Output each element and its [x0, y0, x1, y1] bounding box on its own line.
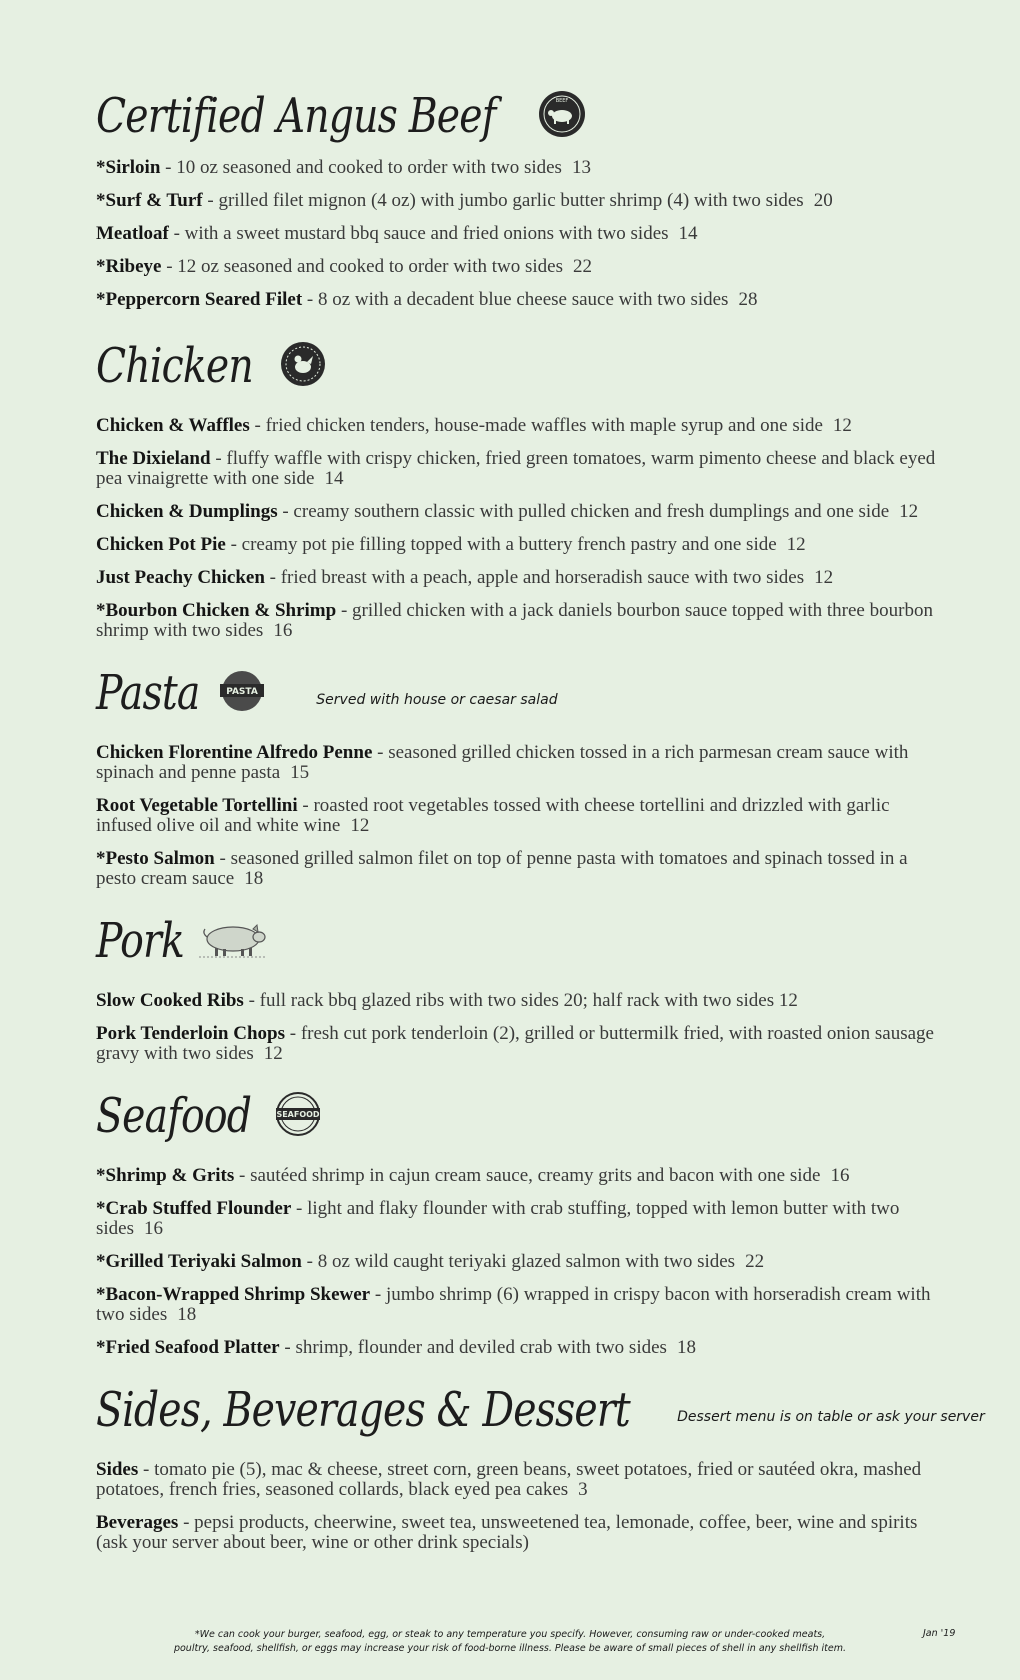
- section-title: Pork: [96, 913, 184, 969]
- section-title: Seafood: [96, 1088, 252, 1144]
- item-desc: - creamy pot pie filling topped with a buttery french pastry and one side: [225, 534, 777, 555]
- section-seafood: [96, 1080, 936, 1358]
- disclaimer-line: poultry, seafood, shellfish, or eggs may increase your risk of food-borne illness. Please be aware of small pieces of shell in any shellfish item.: [173, 1643, 847, 1654]
- section-note: Dessert menu is on table or ask your server: [677, 1409, 985, 1425]
- item-name: Chicken Pot Pie: [96, 534, 226, 555]
- menu-item: [96, 1285, 936, 1325]
- section-title: Certified Angus Beef: [96, 88, 496, 144]
- section-title: Sides, Beverages & Dessert: [96, 1382, 630, 1438]
- item-price: 18: [676, 1337, 696, 1358]
- menu-item: [96, 1338, 936, 1358]
- item-desc: - creamy southern classic with pulled chicken and fresh dumplings and one side: [277, 501, 890, 522]
- svg-text:BEEF: BEEF: [555, 97, 569, 104]
- item-price: 14: [324, 468, 344, 489]
- section-sides: [96, 1374, 985, 1553]
- menu-item: [96, 849, 936, 889]
- item-price: 12: [263, 1043, 283, 1064]
- item-desc: - grilled chicken with a jack daniels bourbon sauce topped with three bourbon shrimp with two sides: [96, 600, 933, 641]
- chicken-badge-icon: [279, 340, 327, 393]
- item-price: 3: [578, 1479, 588, 1500]
- item-name: Chicken & Waffles: [96, 415, 250, 436]
- item-price: 20: [813, 190, 833, 211]
- seafood-badge-icon: [273, 1091, 323, 1142]
- item-name: Meatloaf: [96, 223, 169, 244]
- menu-item: [96, 601, 936, 641]
- item-name: *Crab Stuffed Flounder: [96, 1198, 292, 1219]
- item-name: *Shrimp & Grits: [96, 1165, 235, 1186]
- item-desc: - with a sweet mustard bbq sauce and fried onions with two sides: [168, 223, 669, 244]
- menu-item: [96, 1513, 936, 1553]
- section-pork: [96, 905, 936, 1064]
- menu-item: [96, 1252, 936, 1272]
- item-desc: - tomato pie (5), mac & cheese, street corn, green beans, sweet potatoes, fried or sautéed okra, mashed potatoes, french fries, seasoned collards, black eyed pea cakes: [96, 1459, 922, 1500]
- item-name: Root Vegetable Tortellini: [96, 795, 298, 816]
- item-desc: - jumbo shrimp (6) wrapped in crispy bacon with horseradish cream with two sides: [96, 1284, 931, 1325]
- item-desc: - 8 oz with a decadent blue cheese sauce with two sides: [302, 289, 729, 310]
- section-chicken: [96, 330, 936, 641]
- item-name: Chicken Florentine Alfredo Penne: [96, 742, 373, 763]
- menu-item: [96, 191, 936, 211]
- menu-item: [96, 991, 936, 1011]
- item-desc: - fresh cut pork tenderloin (2), grilled or buttermilk fried, with roasted onion sausage gravy with two sides: [96, 1023, 934, 1064]
- item-desc: - sautéed shrimp in cajun cream sauce, creamy grits and bacon with one side: [234, 1165, 821, 1186]
- item-desc: - light and flaky flounder with crab stuffing, topped with lemon butter with two sides: [96, 1198, 900, 1239]
- item-name: *Bacon-Wrapped Shrimp Skewer: [96, 1284, 371, 1305]
- pig-icon: [197, 917, 269, 966]
- item-price: 16: [144, 1218, 163, 1239]
- menu-item: [96, 1460, 936, 1500]
- item-price: 12: [350, 815, 370, 836]
- item-name: *Sirloin: [96, 157, 161, 178]
- pasta-badge-icon: [218, 669, 266, 718]
- item-name: Chicken & Dumplings: [96, 501, 278, 522]
- item-price: 12: [786, 534, 806, 555]
- item-price: 12: [814, 567, 834, 588]
- menu-item: [96, 416, 936, 436]
- item-desc: - fluffy waffle with crispy chicken, fried green tomatoes, warm pimento cheese and black eyed pea vinaigrette with one side: [96, 448, 936, 489]
- item-name: Beverages: [96, 1512, 179, 1533]
- item-desc: - full rack bbq glazed ribs with two sides 20; half rack with two sides 12: [243, 990, 798, 1011]
- item-desc: - 8 oz wild caught teriyaki glazed salmon with two sides: [301, 1251, 736, 1272]
- item-name: Just Peachy Chicken: [96, 567, 265, 588]
- item-desc: - roasted root vegetables tossed with cheese tortellini and drizzled with garlic infused olive oil and white wine: [96, 795, 890, 836]
- menu-item: [96, 1199, 936, 1239]
- item-name: *Surf & Turf: [96, 190, 203, 211]
- menu-date: Jan '19: [923, 1628, 956, 1639]
- item-desc: - 10 oz seasoned and cooked to order with two sides: [160, 157, 562, 178]
- item-name: *Peppercorn Seared Filet: [96, 289, 303, 310]
- item-price: 12: [832, 415, 852, 436]
- item-price: 12: [899, 501, 919, 522]
- menu-item: [96, 158, 936, 178]
- section-title: Chicken: [96, 338, 253, 394]
- item-price: 22: [745, 1251, 765, 1272]
- item-price: 15: [290, 762, 310, 783]
- menu-item: [96, 502, 936, 522]
- item-name: Sides: [96, 1459, 139, 1480]
- item-name: The Dixieland: [96, 448, 211, 469]
- item-price: 16: [830, 1165, 850, 1186]
- beef-badge-icon: [537, 89, 587, 144]
- item-desc: - pepsi products, cheerwine, sweet tea, unsweetened tea, lemonade, coffee, beer, wine and spirits (ask your server about beer, wine or other drink specials): [96, 1512, 918, 1553]
- section-title: Pasta: [96, 665, 200, 721]
- item-desc: - seasoned grilled chicken tossed in a rich parmesan cream sauce with spinach and penne pasta: [96, 742, 909, 783]
- menu-item: [96, 1166, 936, 1186]
- menu-page: [96, 80, 985, 1566]
- item-desc: - seasoned grilled salmon filet on top of penne pasta with tomatoes and spinach tossed in a pesto cream sauce: [96, 848, 908, 889]
- menu-item: [96, 568, 936, 588]
- item-name: *Bourbon Chicken & Shrimp: [96, 600, 337, 621]
- item-name: *Grilled Teriyaki Salmon: [96, 1251, 302, 1272]
- item-price: 14: [678, 223, 698, 244]
- svg-text:SEAFOOD: SEAFOOD: [276, 1109, 320, 1119]
- item-name: Slow Cooked Ribs: [96, 990, 244, 1011]
- menu-item: [96, 290, 936, 310]
- item-price: 18: [177, 1304, 197, 1325]
- section-beef: [96, 80, 936, 310]
- item-desc: - fried breast with a peach, apple and horseradish sauce with two sides: [264, 567, 805, 588]
- item-name: *Ribeye: [96, 256, 162, 277]
- section-pasta: [96, 657, 936, 889]
- item-price: 18: [244, 868, 264, 889]
- item-price: 16: [273, 620, 293, 641]
- svg-text:PASTA: PASTA: [226, 686, 259, 697]
- menu-item: [96, 743, 936, 783]
- item-name: Pork Tenderloin Chops: [96, 1023, 285, 1044]
- menu-item: [96, 796, 936, 836]
- item-desc: - grilled filet mignon (4 oz) with jumbo garlic butter shrimp (4) with two sides: [202, 190, 804, 211]
- item-price: 13: [571, 157, 591, 178]
- item-desc: - shrimp, flounder and deviled crab with two sides: [279, 1337, 667, 1358]
- menu-item: [96, 257, 936, 277]
- item-name: *Pesto Salmon: [96, 848, 215, 869]
- menu-item: [96, 535, 936, 555]
- food-safety-disclaimer: [150, 1628, 870, 1656]
- item-name: *Fried Seafood Platter: [96, 1337, 280, 1358]
- menu-item: [96, 1024, 936, 1064]
- disclaimer-line: *We can cook your burger, seafood, egg, or steak to any temperature you specify. However, consuming raw or under-cooked meats,: [194, 1629, 826, 1640]
- item-price: 28: [738, 289, 758, 310]
- item-desc: - fried chicken tenders, house-made waffles with maple syrup and one side: [249, 415, 823, 436]
- item-desc: - 12 oz seasoned and cooked to order with two sides: [161, 256, 563, 277]
- section-note: Served with house or caesar salad: [316, 692, 558, 708]
- menu-item: [96, 224, 936, 244]
- item-price: 22: [572, 256, 592, 277]
- menu-item: [96, 449, 936, 489]
